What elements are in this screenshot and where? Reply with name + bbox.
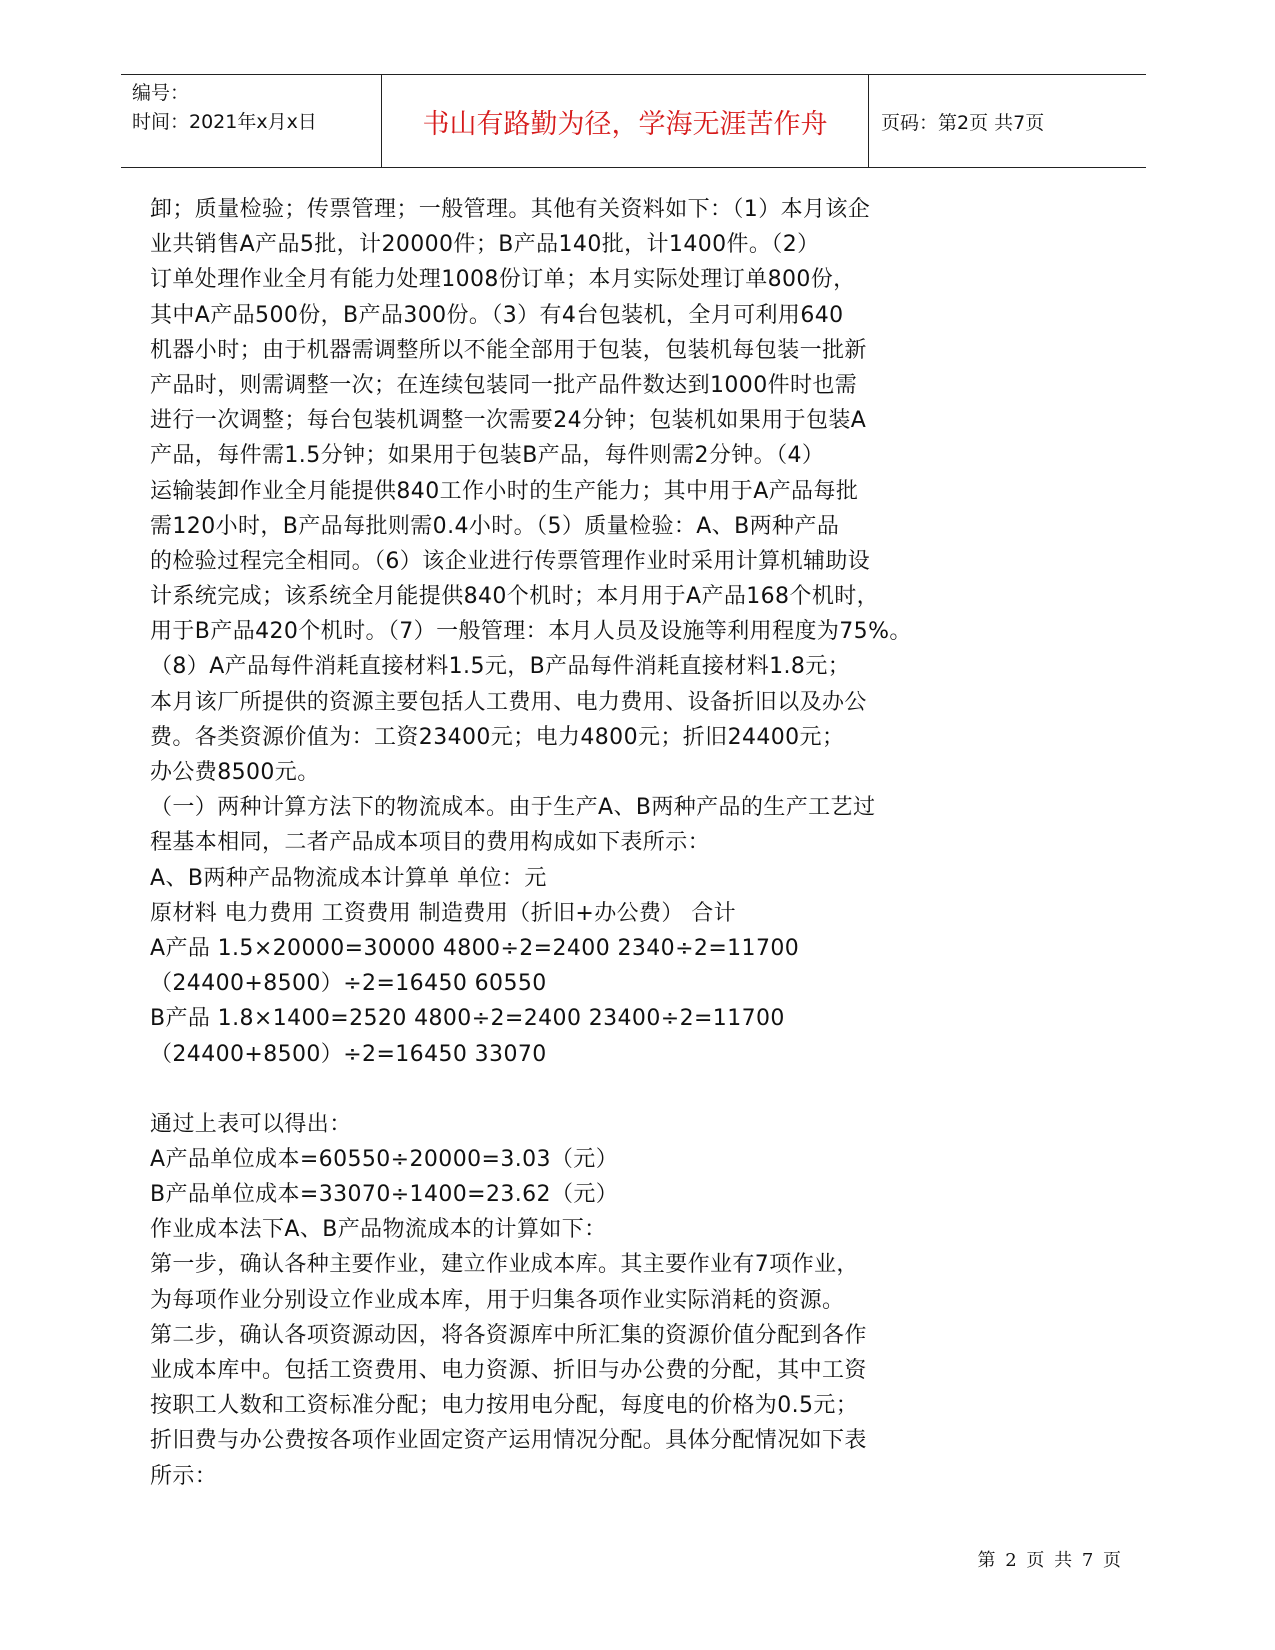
page-footer: 第 2 页 共 7 页 [977, 1550, 1123, 1571]
text-line: 运输装卸作业全月能提供840工作小时的生产能力；其中用于A产品每批 [150, 478, 859, 504]
text-line: 本月该厂所提供的资源主要包括人工费用、电力费用、设备折旧以及办公 [150, 689, 867, 715]
text-line: （24400+8500）÷2=16450 60550 [150, 971, 547, 997]
text-line: 用于B产品420个机时。（7）一般管理：本月人员及设施等利用程度为75%。 [150, 619, 912, 645]
text-line: 第一步，确认各种主要作业，建立作业成本库。其主要作业有7项作业， [150, 1252, 859, 1278]
text-line: 需120小时，B产品每批则需0.4小时。（5）质量检验：A、B两种产品 [150, 513, 840, 539]
document-time-label: 时间：2021年x月x日 [132, 111, 317, 133]
text-line: B产品单位成本=33070÷1400=23.62（元） [150, 1182, 619, 1208]
text-line: 所示： [150, 1463, 218, 1489]
text-line: 按职工人数和工资标准分配；电力按用电分配，每度电的价格为0.5元； [150, 1393, 859, 1419]
text-line: 产品，每件需1.5分钟；如果用于包装B产品，每件则需2分钟。（4） [150, 443, 825, 469]
text-line: 业共销售A产品5批，计20000件；B产品140批，计1400件。（2） [150, 232, 820, 258]
text-line: A产品单位成本=60550÷20000=3.03（元） [150, 1146, 619, 1172]
text-line: （24400+8500）÷2=16450 33070 [150, 1041, 547, 1067]
page-header [121, 74, 1146, 168]
document-body [150, 192, 960, 1494]
text-line: 原材料 电力费用 工资费用 制造费用（折旧+办公费） 合计 [150, 900, 737, 926]
text-line: 折旧费与办公费按各项作业固定资产运用情况分配。具体分配情况如下表 [150, 1428, 867, 1454]
header-meta-cell [121, 75, 382, 167]
text-line: （8）A产品每件消耗直接材料1.5元，B产品每件消耗直接材料1.8元； [150, 654, 851, 680]
text-line: B产品 1.8×1400=2520 4800÷2=2400 23400÷2=11700 [150, 1006, 785, 1032]
header-motto: 书山有路勤为径，学海无涯苦作舟 [382, 75, 869, 167]
header-page-label: 页码：第2页 共7页 [881, 111, 1045, 134]
body-paragraph-bottom [150, 1107, 960, 1494]
paragraph-gap [150, 1072, 960, 1107]
text-line: 业成本库中。包括工资费用、电力资源、折旧与办公费的分配，其中工资 [150, 1358, 867, 1383]
text-line: 其中A产品500份，B产品300份。（3）有4台包装机，全月可利用640 [150, 302, 844, 328]
text-line: 的检验过程完全相同。（6）该企业进行传票管理作业时采用计算机辅助设 [150, 548, 871, 574]
text-line: 作业成本法下A、B产品物流成本的计算如下： [150, 1217, 607, 1243]
text-line: A、B两种产品物流成本计算单 单位：元 [150, 865, 547, 891]
text-line: 计系统完成；该系统全月能提供840个机时；本月用于A产品168个机时， [150, 584, 880, 610]
text-line: 费。各类资源价值为：工资23400元；电力4800元；折旧24400元； [150, 724, 845, 750]
text-line: （一）两种计算方法下的物流成本。由于生产A、B两种产品的生产工艺过 [150, 795, 876, 821]
text-line: 通过上表可以得出： [150, 1111, 352, 1137]
text-line: 第二步，确认各项资源动因，将各资源库中所汇集的资源价值分配到各作 [150, 1322, 867, 1348]
text-line: 订单处理作业全月有能力处理1008份订单；本月实际处理订单800份， [150, 267, 856, 293]
text-line: 卸；质量检验；传票管理；一般管理。其他有关资料如下：（1）本月该企 [150, 197, 871, 222]
text-line: 为每项作业分别设立作业成本库，用于归集各项作业实际消耗的资源。 [150, 1287, 845, 1313]
text-line: A产品 1.5×20000=30000 4800÷2=2400 2340÷2=11700 [150, 935, 800, 961]
document-number-label: 编号： [132, 82, 190, 104]
text-line: 程基本相同，二者产品成本项目的费用构成如下表所示： [150, 830, 711, 856]
text-line: 办公费8500元。 [150, 760, 320, 785]
text-line: 产品时，则需调整一次；在连续包装同一批产品件数达到1000件时也需 [150, 372, 858, 398]
text-line: 进行一次调整；每台包装机调整一次需要24分钟；包装机如果用于包装A [150, 408, 867, 434]
text-line: 机器小时；由于机器需调整所以不能全部用于包装，包装机每包装一批新 [150, 337, 867, 363]
body-paragraph-top [150, 192, 960, 1072]
